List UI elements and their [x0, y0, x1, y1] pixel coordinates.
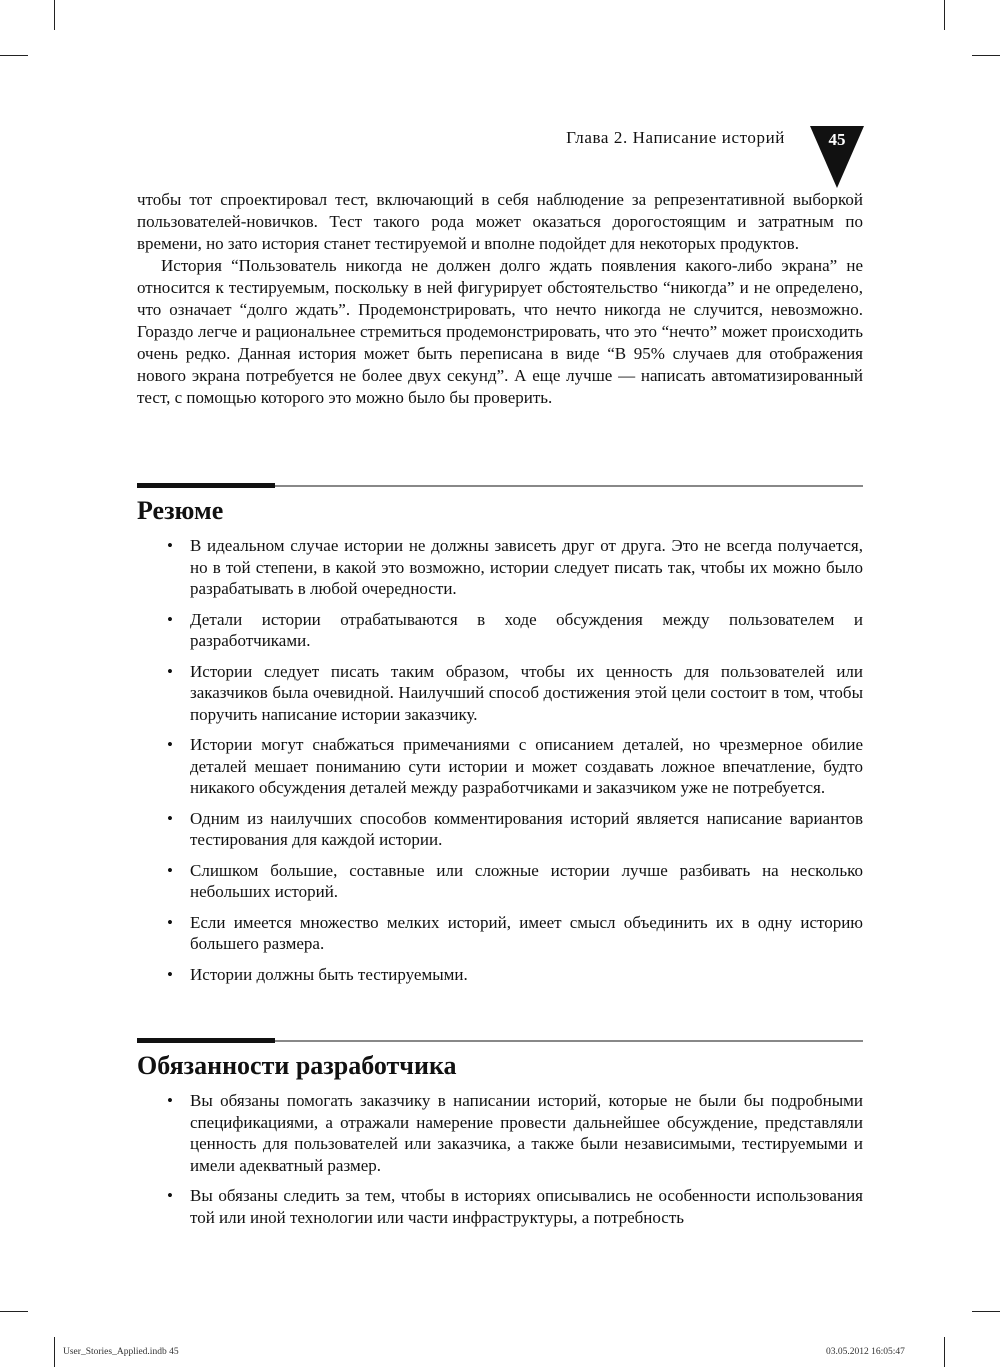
section-rule: [137, 483, 863, 489]
footer-file: User_Stories_Applied.indb 45: [63, 1347, 179, 1357]
running-title: Глава 2. Написание историй: [566, 128, 785, 147]
summary-list: [137, 535, 863, 994]
list-item: • Вы обязаны помогать заказчику в написании историй, которые не были бы подробными спецификациями, а отражали намерение провести дальнейшее обсуждение, представляли ценность для пользователей или заказчика, а также были независимыми, тестируемыми и имели адекватный размер.: [167, 1091, 863, 1175]
list-item: • Детали истории отрабатываются в ходе обсуждения между пользователем и разработчиками.: [167, 609, 863, 650]
developer-list: [137, 1090, 863, 1237]
list-item: • Одним из наилучших способов комментирования историй является написание вариантов тестирования для каждой истории.: [167, 808, 863, 849]
section-heading-summary: Резюме: [137, 496, 224, 525]
section-heading-developer: Обязанности разработчика: [137, 1051, 457, 1080]
crop-mark: [944, 0, 945, 30]
list-item: • Истории могут снабжаться примечаниями с описанием деталей, но чрезмерное обилие деталей мешает пониманию сути истории и может создавать ложное впечатление, будто никакого обсуждения деталей между разработчиками и заказчиком уже не потребуется.: [167, 735, 863, 797]
section-rule: [137, 1038, 863, 1044]
crop-mark: [972, 55, 1000, 56]
intro-text: [137, 189, 863, 409]
list-item: • Истории следует писать таким образом, чтобы их ценность для пользователей или заказчиков была очевидной. Наилучший способ достижения этой цели состоит в том, чтобы поручить написание истории заказчику.: [167, 661, 863, 724]
crop-mark: [944, 1337, 945, 1367]
crop-mark: [0, 55, 28, 56]
page-number: 45: [828, 130, 846, 149]
list-item: • Слишком большие, составные или сложные истории лучше разбивать на несколько небольших историй.: [167, 860, 863, 901]
footer-timestamp: 03.05.2012 16:05:47: [826, 1347, 905, 1357]
paragraph: История “Пользователь никогда не должен долго ждать появления какого-либо экрана” не относится к тестируемым, поскольку в ней фигурирует обстоятельство “никогда” и не определено, что означает “долго ждать”. Продемонстрировать, что нечто никогда не случится, невозможно. Гораздо легче и рациональнее стремиться продемонстрировать, что это “нечто” может происходить очень редко. Данная история может быть переписана в виде “В 95% случаев для отображения нового экрана потребуется не более двух секунд”. А еще лучше — написать автоматизированный тест, с помощью которого это можно было бы проверить.: [137, 256, 863, 407]
crop-mark: [972, 1311, 1000, 1312]
list-item: • Истории должны быть тестируемыми.: [167, 964, 468, 984]
crop-mark: [0, 1311, 28, 1312]
crop-mark: [54, 0, 55, 30]
list-item: • Вы обязаны следить за тем, чтобы в историях описывались не особенности использования той или иной технологии или части инфраструктуры, а потребность: [167, 1186, 863, 1227]
paragraph: чтобы тот спроектировал тест, включающий в себя наблюдение за репрезентативной выборкой пользователей-новичков. Тест такого рода может оказаться дорогостоящим и затратным по времени, но зато история станет тестируемой и вполне подойдет для некоторых продуктов.: [137, 190, 863, 253]
list-item: • В идеальном случае истории не должны зависеть друг от друга. Это не всегда получается, но в той степени, в какой это возможно, истории следует писать так, чтобы их можно было разрабатывать в любой очередности.: [167, 536, 863, 598]
crop-mark: [54, 1337, 55, 1367]
list-item: • Если имеется множество мелких историй, имеет смысл объединить их в одну историю большего размера.: [167, 912, 863, 953]
